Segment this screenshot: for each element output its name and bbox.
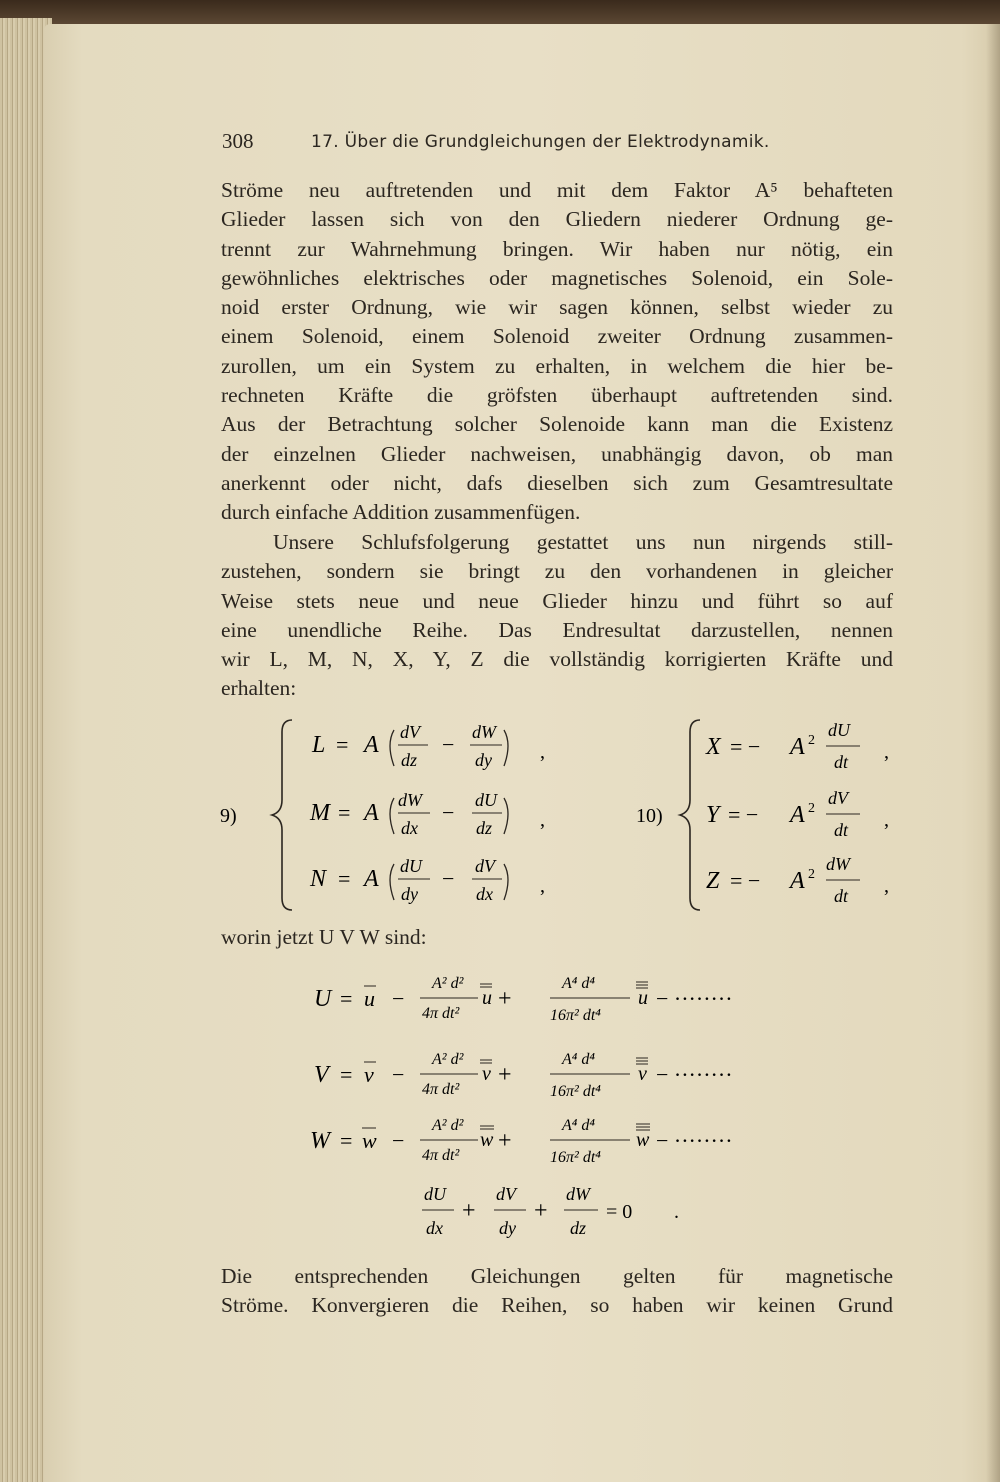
svg-text:= −: = − — [728, 802, 759, 827]
svg-text:A⁴ d⁴: A⁴ d⁴ — [562, 1051, 595, 1068]
svg-text:v: v — [638, 1063, 647, 1085]
eq9-lhs: L — [312, 732, 326, 758]
svg-text:− ········: − ········ — [656, 986, 733, 1011]
frac-den: dx — [401, 818, 418, 838]
text-line: eine unendliche Reihe. Das Endresultat darzustellen, nennen — [221, 617, 893, 642]
series-lhs: U — [314, 986, 332, 1012]
paragraph-1 — [221, 176, 893, 528]
series-equations — [300, 962, 800, 1252]
svg-text:A² d²: A² d² — [432, 1051, 464, 1068]
text-line: Unsere Schlufsfolgerung gestattet uns nun nirgends still- — [273, 530, 893, 554]
svg-text:2: 2 — [808, 867, 815, 882]
frac-den: dy — [475, 750, 492, 770]
svg-text:− ········: − ········ — [656, 1062, 733, 1087]
frac-den: dt — [834, 886, 849, 906]
frac-num: dU — [400, 856, 422, 876]
svg-text:,: , — [540, 875, 545, 897]
svg-text:−: − — [392, 1128, 405, 1153]
frac-den: dx — [476, 884, 493, 904]
svg-text:−: − — [392, 986, 405, 1011]
svg-text:w: w — [480, 1129, 494, 1151]
frac-num: dV — [400, 722, 420, 742]
running-head: 17. Über die Grundgleichungen der Elektrodynamik. — [311, 132, 770, 152]
eq9-row-L — [311, 722, 545, 770]
text-line: Weise stets neue und neue Glieder hinzu und führt so auf — [221, 588, 893, 613]
page-number: 308 — [222, 129, 254, 153]
svg-text:16π² dt⁴: 16π² dt⁴ — [550, 1083, 601, 1100]
svg-text:+: + — [462, 1198, 476, 1224]
svg-text:+: + — [498, 1062, 512, 1088]
series-var: u — [364, 986, 375, 1011]
svg-text:A: A — [790, 868, 805, 894]
eq10-row-Z — [706, 854, 889, 906]
text-line: gewöhnliches elektrisches oder magnetisches Solenoid, ein Sole- — [221, 265, 893, 290]
frac-num: dV — [475, 856, 495, 876]
frac-den: dz — [401, 750, 418, 770]
frac-num: dV — [828, 788, 848, 808]
eq10-lhs: Y — [706, 802, 720, 828]
svg-text:A⁴ d⁴: A⁴ d⁴ — [562, 1117, 595, 1134]
worin-line: worin jetzt U V W sind: — [221, 925, 427, 949]
text-line: zurollen, um ein System zu erhalten, in welchem die hier be- — [221, 353, 893, 378]
frac-num: dU — [475, 790, 497, 810]
eq-label-10: 10) — [636, 805, 663, 827]
series-var: v — [364, 1062, 374, 1087]
eq9-row-N — [309, 856, 545, 904]
svg-text:A: A — [364, 800, 379, 826]
divergence-equation — [422, 1184, 679, 1238]
svg-text:2: 2 — [808, 801, 815, 816]
svg-text:.: . — [674, 1201, 679, 1223]
frac-num: dW — [472, 722, 496, 742]
frac-den: dy — [499, 1218, 516, 1238]
eq-label-9: 9) — [220, 805, 237, 827]
frac-den: dz — [570, 1218, 587, 1238]
svg-text:A⁴ d⁴: A⁴ d⁴ — [562, 975, 595, 992]
svg-text:= −: = − — [730, 868, 761, 893]
text-line: zustehen, sondern sie bringt zu den vorhandenen in gleicher — [221, 559, 893, 584]
text-line: der einzelnen Glieder nachweisen, unabhängig davon, ob man — [221, 441, 893, 466]
svg-text:−: − — [442, 866, 455, 891]
svg-text:4π dt²: 4π dt² — [422, 1081, 460, 1098]
svg-text:A² d²: A² d² — [432, 975, 464, 992]
paragraph-2 — [221, 528, 893, 704]
paragraph-3 — [221, 1262, 893, 1321]
svg-text:,: , — [884, 875, 889, 897]
series-var: w — [362, 1128, 377, 1153]
eq9-row-M — [309, 790, 545, 838]
svg-text:+: + — [498, 986, 512, 1012]
eq9-lhs: N — [310, 866, 327, 892]
svg-text:,: , — [884, 809, 889, 831]
svg-text:=: = — [340, 1128, 353, 1153]
text-line: einem Solenoid, einem Solenoid zweiter Ordnung zusammen- — [221, 324, 893, 349]
frac-num: dW — [398, 790, 422, 810]
eq9-lhs: M — [310, 800, 330, 826]
svg-text:,: , — [884, 741, 889, 763]
eq10-row-X — [705, 720, 889, 772]
svg-text:−: − — [442, 800, 455, 825]
text-line: durch einfache Addition zusammenfügen. — [221, 500, 581, 525]
left-brace-10 — [680, 720, 700, 910]
series-lhs: V — [314, 1062, 329, 1088]
svg-text:A: A — [790, 802, 805, 828]
svg-text:16π² dt⁴: 16π² dt⁴ — [550, 1007, 601, 1024]
series-lhs: W — [310, 1128, 330, 1154]
svg-text:A: A — [364, 866, 379, 892]
svg-text:=: = — [340, 986, 353, 1011]
equals-zero: = 0 — [606, 1201, 633, 1223]
left-brace-9 — [272, 720, 292, 910]
svg-text:=: = — [336, 732, 349, 757]
text-line: rechneten Kräfte die gröfsten überhaupt auftretenden sind. — [221, 383, 893, 408]
svg-text:4π dt²: 4π dt² — [422, 1005, 460, 1022]
svg-text:2: 2 — [808, 733, 815, 748]
text-line: erhalten: — [221, 676, 297, 701]
eq10-lhs: Z — [706, 868, 720, 894]
frac-den: dx — [426, 1218, 443, 1238]
svg-text:w: w — [636, 1129, 650, 1151]
eq10-row-Y — [706, 788, 889, 840]
text-line: Ströme. Konvergieren die Reihen, so haben wir keinen Grund — [221, 1293, 893, 1318]
frac-num: dU — [828, 720, 850, 740]
series-row-W — [310, 1117, 733, 1166]
text-line: Ströme neu auftretenden und mit dem Faktor A⁵ behafteten — [221, 178, 893, 202]
frac-num: dV — [496, 1184, 516, 1204]
svg-text:,: , — [540, 741, 545, 763]
frac-num: dW — [826, 854, 850, 874]
text-line: noid erster Ordnung, wie wir sagen können, selbst wieder zu — [221, 295, 893, 320]
text-line: wir L, M, N, X, Y, Z die vollständig korrigierten Kräfte und — [221, 647, 893, 672]
frac-den: dt — [834, 820, 849, 840]
svg-text:,: , — [540, 809, 545, 831]
frac-num: dU — [424, 1184, 446, 1204]
svg-text:−: − — [442, 732, 455, 757]
text-line: anerkennt oder nicht, dafs dieselben sich zum Gesamtresultate — [221, 470, 893, 495]
series-row-V — [314, 1051, 733, 1100]
svg-text:A² d²: A² d² — [432, 1117, 464, 1134]
frac-den: dz — [476, 818, 493, 838]
series-row-U — [314, 975, 733, 1024]
frac-den: dy — [401, 884, 418, 904]
text-line: Aus der Betrachtung solcher Solenoide kann man die Existenz — [221, 412, 893, 437]
svg-text:=: = — [338, 800, 351, 825]
svg-text:−: − — [392, 1062, 405, 1087]
text-line: trennt zur Wahrnehmung bringen. Wir haben nur nötig, ein — [221, 236, 893, 261]
frac-den: dt — [834, 752, 849, 772]
svg-text:u: u — [482, 987, 492, 1009]
svg-text:=: = — [338, 866, 351, 891]
svg-text:16π² dt⁴: 16π² dt⁴ — [550, 1149, 601, 1166]
svg-text:+: + — [498, 1128, 512, 1154]
equation-block-9-10 — [200, 712, 920, 918]
svg-text:A: A — [790, 734, 805, 760]
svg-text:4π dt²: 4π dt² — [422, 1147, 460, 1164]
svg-text:u: u — [638, 987, 648, 1009]
page-gutter — [986, 24, 1000, 1482]
text-line: Glieder lassen sich von den Gliedern niederer Ordnung ge- — [221, 207, 893, 232]
svg-text:A: A — [364, 732, 379, 758]
svg-text:− ········: − ········ — [656, 1128, 733, 1153]
text-line: Die entsprechenden Gleichungen gelten für magnetische — [221, 1264, 893, 1288]
svg-text:= −: = − — [730, 734, 761, 759]
eq10-lhs: X — [706, 734, 721, 760]
frac-num: dW — [566, 1184, 590, 1204]
svg-text:+: + — [534, 1198, 548, 1224]
svg-text:v: v — [482, 1063, 491, 1085]
svg-text:=: = — [340, 1062, 353, 1087]
